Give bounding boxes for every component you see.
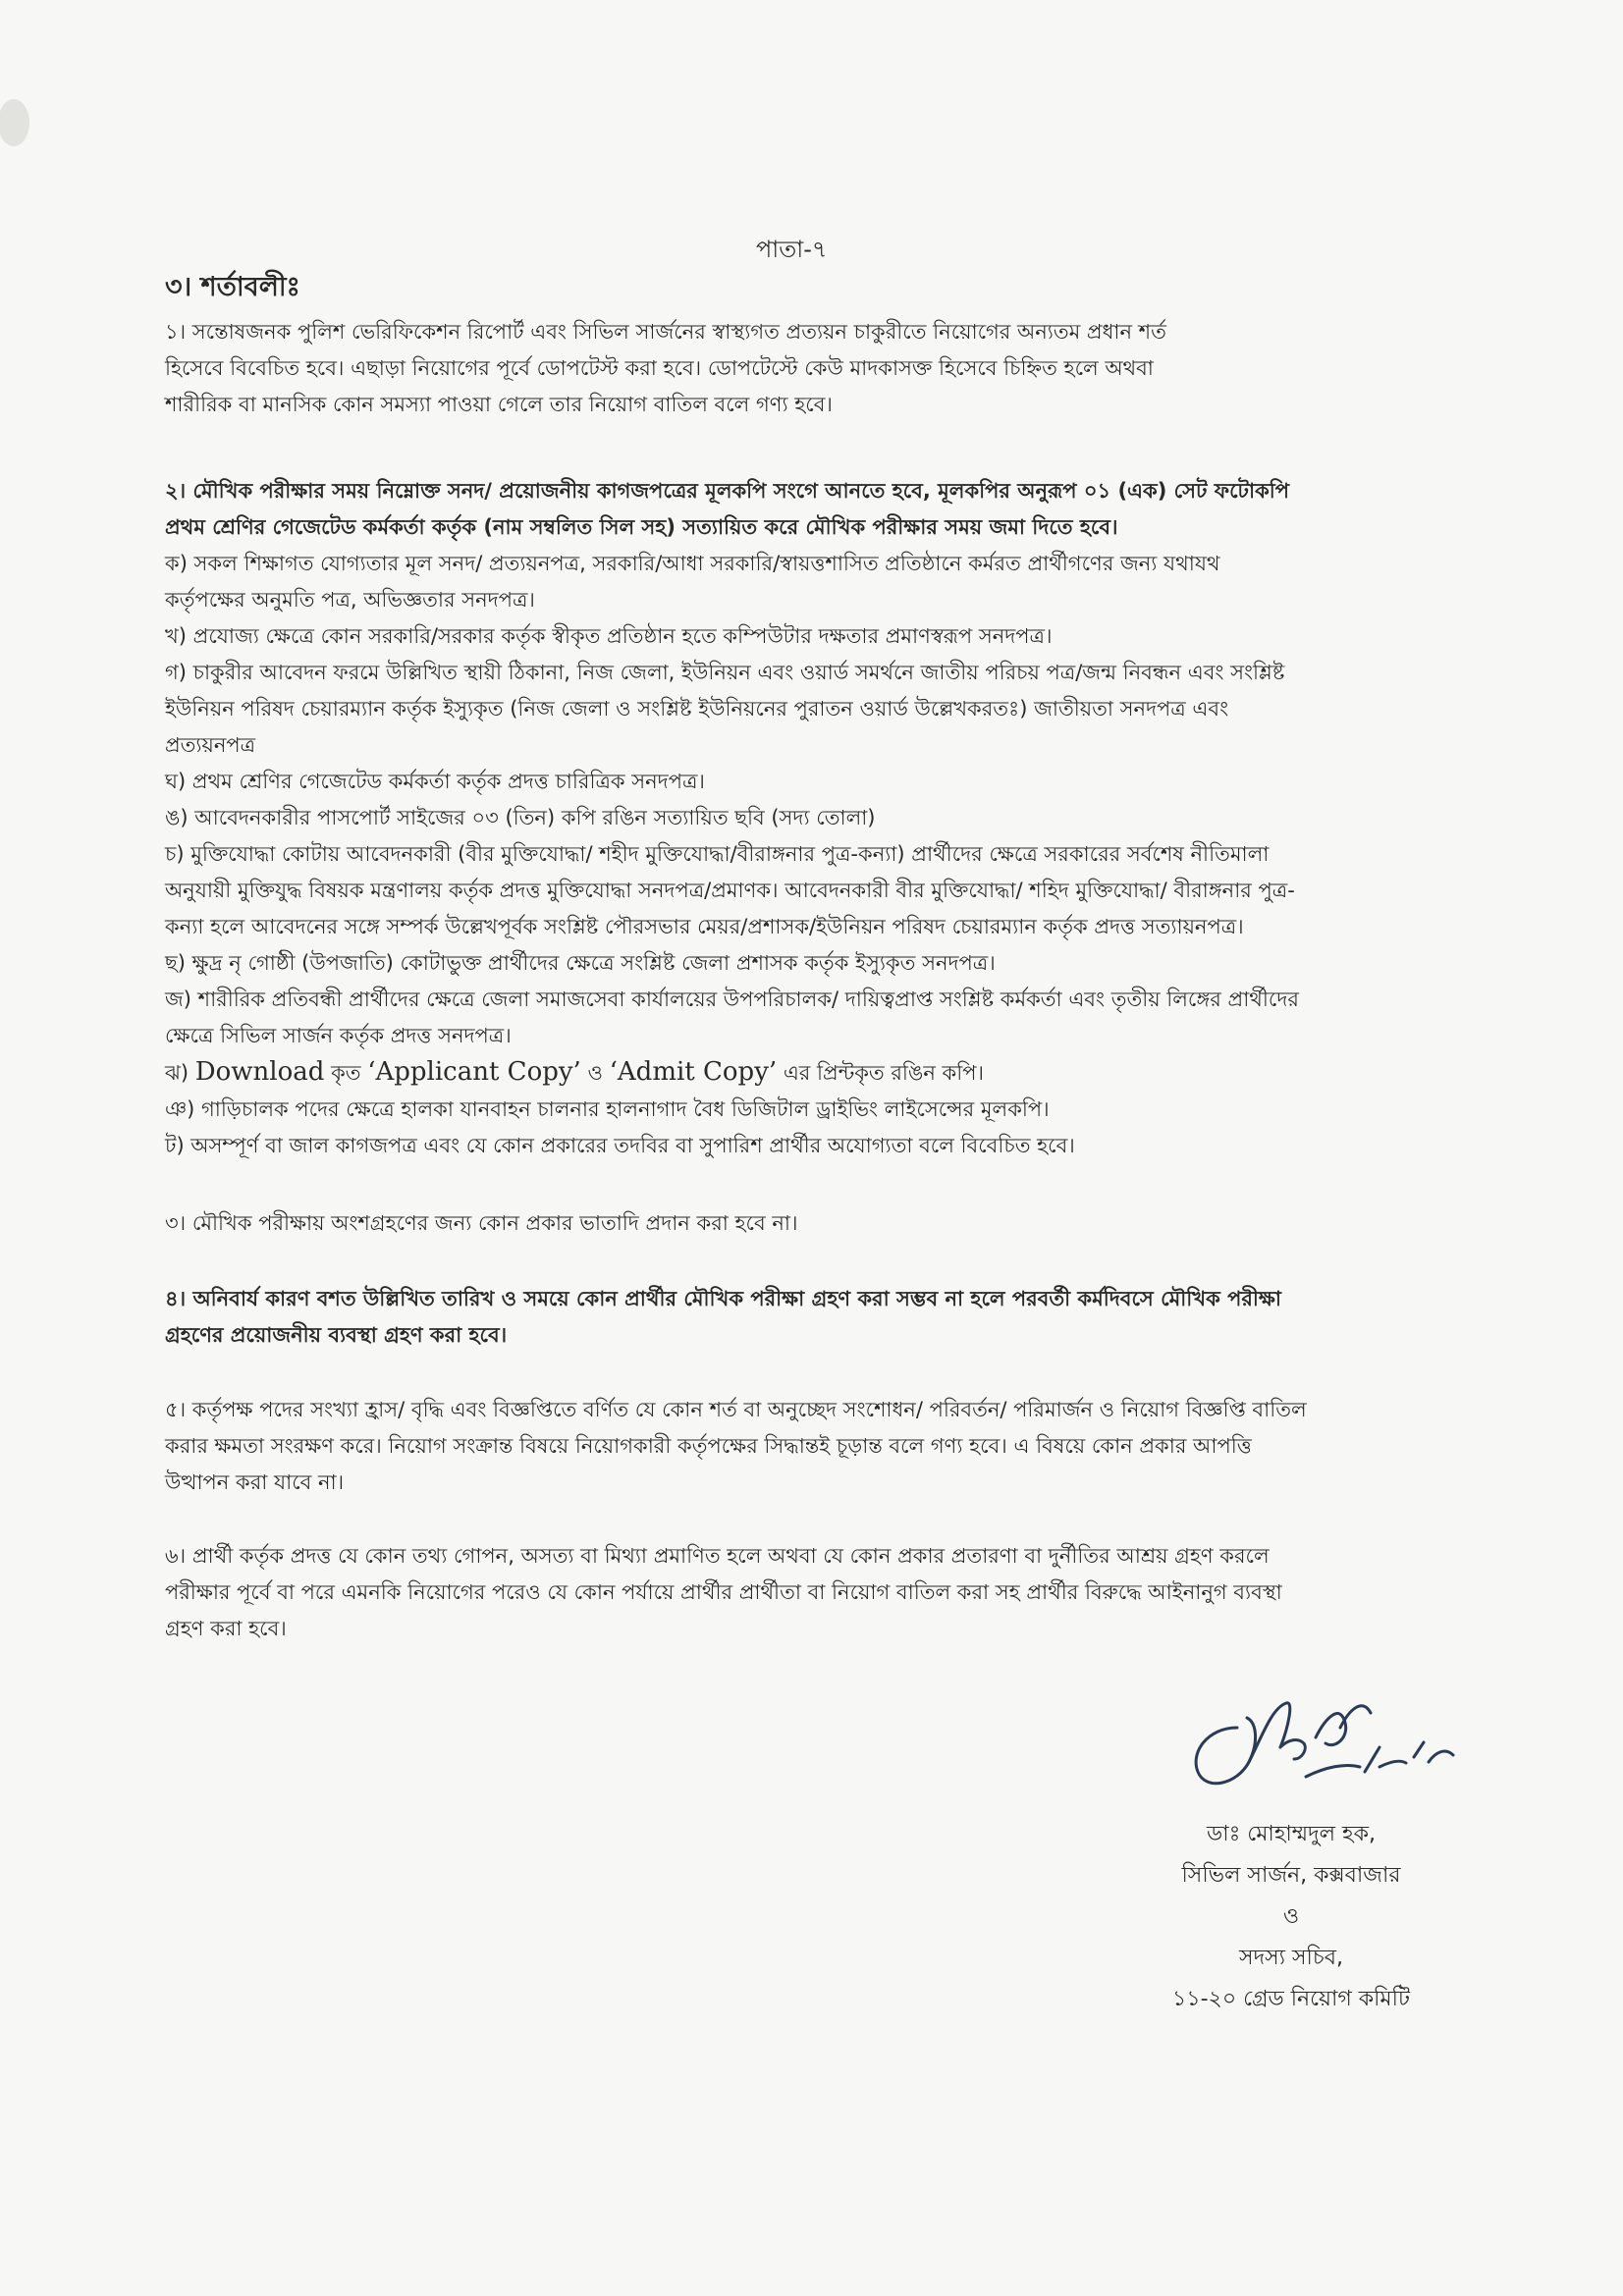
clause-1-line: ১। সন্তোষজনক পুলিশ ভেরিফিকেশন রিপোর্ট এবং সিভিল সার্জনের স্বাস্থ্যগত প্রত্যয়ন চাকুরীতে নিয়োগের অন্যতম প্রধান শর্ত [165,320,1166,344]
item-jha-suffix: এর প্রিন্টকৃত রঙিন কপি। [777,1061,984,1085]
item-jha-applicant-copy: ‘Applicant Copy’ [367,1057,581,1087]
clause-3 [165,1205,1441,1242]
clause-1-line: শারীরিক বা মানসিক কোন সমস্যা পাওয়া গেলে তার নিয়োগ বাতিল বলে গণ্য হবে। [165,393,833,416]
signatory-conjunction: ও [1282,1904,1300,1929]
item-jha-mid1: কৃত [324,1061,368,1085]
clause-2-item-line: কর্তৃপক্ষের অনুমতি পত্র, অভিজ্ঞতার সনদপত্র। [165,588,535,612]
clause-2-item-line: ঘ) প্রথম শ্রেণির গেজেটেড কর্মকর্তা কর্তৃক প্রদত্ত চারিত্রিক সনদপত্র। [165,770,705,793]
clause-2 [165,473,1441,1164]
signatory-committee: ১১-২০ গ্রেড নিয়োগ কমিটি [1172,1987,1410,2011]
clause-6 [165,1538,1441,1647]
paper-smudge [0,88,59,157]
clause-6-line: গ্রহণ করা হবে। [165,1617,287,1640]
clause-6-line: পরীক্ষার পূর্বে বা পরে এমনকি নিয়োগের পরেও যে কোন পর্যায়ে প্রার্থীর প্রার্থীতা বা নিয়োগ বাতিল করা সহ প্রার্থীর বিরুদ্ধে আইনানুগ ব্যবস্থা [165,1580,1282,1604]
clause-2-item-jha [165,1054,1441,1092]
signatory-role: সদস্য সচিব, [1239,1946,1343,1970]
clause-2-item-line: ঞ) গাড়িচালক পদের ক্ষেত্রে হালকা যানবাহন চালনার হালনাগাদ বৈধ ডিজিটাল ড্রাইভিং লাইসেন্সের মূলকপি। [165,1097,1050,1121]
clause-2-intro-line: ২। মৌখিক পরীক্ষার সময় নিম্নোক্ত সনদ/ প্রয়োজনীয় কাগজপত্রের মূলকপি সংগে আনতে হবে, মূলকপির অনুরূপ ০১ (এক) সেট ফটোকপি [165,479,1290,503]
clause-2-item-line: জ) শারীরিক প্রতিবন্ধী প্রার্থীদের ক্ষেত্রে জেলা সমাজসেবা কার্যালয়ের উপপরিচালক/ দায়িত্বপ্রাপ্ত সংশ্লিষ্ট কর্মকর্তা এবং তৃতীয় লিঙ্গের প্রার্থীদের [165,988,1299,1011]
item-jha-admit-copy: ‘Admit Copy’ [609,1057,778,1087]
clause-2-item-line: ঙ) আবেদনকারীর পাসপোর্ট সাইজের ০৩ (তিন) কপি রঙিন সত্যায়িত ছবি (সদ্য তোলা) [165,806,876,829]
clause-2-item-line: ট) অসম্পূর্ণ বা জাল কাগজপত্র এবং যে কোন প্রকারের তদবির বা সুপারিশ প্রার্থীর অযোগ্যতা বলে বিবেচিত হবে। [165,1134,1075,1157]
clause-2-item-line: ইউনিয়ন পরিষদ চেয়ারম্যান কর্তৃক ইস্যুকৃত (নিজ জেলা ও সংশ্লিষ্ট ইউনিয়নের পুরাতন ওয়ার্ড উল্লেখকরতঃ) জাতীয়তা সনদপত্র এবং [165,697,1229,721]
clause-4-line: গ্রহণের প্রয়োজনীয় ব্যবস্থা গ্রহণ করা হবে। [165,1323,508,1347]
item-jha-prefix: ঝ) [165,1061,195,1085]
clause-2-item-line: কন্যা হলে আবেদনের সঙ্গে সম্পর্ক উল্লেখপূর্বক সংশ্লিষ্ট পৌরসভার মেয়র/প্রশাসক/ইউনিয়ন পরিষদ চেয়ারম্যান কর্তৃক প্রদত্ত সত্যায়নপত্র। [165,915,1244,938]
clause-3-line: ৩। মৌখিক পরীক্ষায় অংশগ্রহণের জন্য কোন প্রকার ভাতাদি প্রদান করা হবে না। [165,1211,798,1235]
handwritten-signature [1178,1669,1473,1806]
clause-2-item-line: প্রত্যয়নপত্র [165,733,256,757]
clause-5-line: করার ক্ষমতা সংরক্ষণ করে। নিয়োগ সংক্রান্ত বিষয়ে নিয়োগকারী কর্তৃপক্ষের সিদ্ধান্তই চূড়ান্ত বলে গণ্য হবে। এ বিষয়ে কোন প্রকার আপত্তি [165,1434,1252,1458]
clause-2-item-line: ক) সকল শিক্ষাগত যোগ্যতার মূল সনদ/ প্রত্যয়নপত্র, সরকারি/আধা সরকারি/স্বায়ত্তশাসিত প্রতিষ্ঠানে কর্মরত প্রার্থীগণের জন্য যথাযথ [165,552,1220,575]
clause-5 [165,1392,1441,1501]
clause-2-item-line: অনুযায়ী মুক্তিযুদ্ধ বিষয়ক মন্ত্রণালয় কর্তৃক প্রদত্ত মুক্তিযোদ্ধা সনদপত্র/প্রমাণক। আবেদনকারী বীর মুক্তিযোদ্ধা/ শহিদ মুক্তিযোদ্ধা/ বীরাঙ্গনার পুত্র- [165,879,1295,902]
page-number: পাতা-৭ [756,236,828,263]
signatory-name: ডাঃ মোহাম্মদুল হক, [1207,1822,1376,1846]
clause-1-line: হিসেবে বিবেচিত হবে। এছাড়া নিয়োগের পূর্বে ডোপটেস্ট করা হবে। ডোপটেস্টে কেউ মাদকাসক্ত হিসেবে চিহ্নিত হলে অথবা [165,356,1154,380]
clause-2-item-line: ছ) ক্ষুদ্র নৃ গোষ্ঠী (উপজাতি) কোটাভুক্ত প্রার্থীদের ক্ষেত্রে সংশ্লিষ্ট জেলা প্রশাসক কর্তৃক ইস্যুকৃত সনদপত্র। [165,951,996,975]
clause-1 [165,314,1441,423]
clause-2-item-line: গ) চাকুরীর আবেদন ফরমে উল্লিখিত স্থায়ী ঠিকানা, নিজ জেলা, ইউনিয়ন এবং ওয়ার্ড সমর্থনে জাতীয় পরিচয় পত্র/জন্ম নিবন্ধন এবং সংশ্লিষ্ট [165,661,1285,684]
clause-5-line: উত্থাপন করা যাবে না। [165,1470,345,1494]
clause-2-item-line: খ) প্রযোজ্য ক্ষেত্রে কোন সরকারি/সরকার কর্তৃক স্বীকৃত প্রতিষ্ঠান হতে কম্পিউটার দক্ষতার প্রমাণস্বরূপ সনদপত্র। [165,624,1053,648]
clause-2-intro-line: প্রথম শ্রেণির গেজেটেড কর্মকর্তা কর্তৃক (নাম সম্বলিত সিল সহ) সত্যায়িত করে মৌখিক পরীক্ষার সময় জমা দিতে হবে। [165,515,1118,539]
signatory-block [1129,1814,1453,2020]
clause-5-line: ৫। কর্তৃপক্ষ পদের সংখ্যা হ্রাস/ বৃদ্ধি এবং বিজ্ঞপ্তিতে বর্ণিত যে কোন শর্ত বা অনুচ্ছেদ সংশোধন/ পরিবর্তন/ পরিমার্জন ও নিয়োগ বিজ্ঞপ্তি বাতিল [165,1398,1307,1421]
item-jha-mid2: ও [580,1061,610,1085]
clause-6-line: ৬। প্রার্থী কর্তৃক প্রদত্ত যে কোন তথ্য গোপন, অসত্য বা মিথ্যা প্রমাণিত হলে অথবা যে কোন প্রকার প্রতারণা বা দুর্নীতির আশ্রয় গ্রহণ করলে [165,1544,1270,1568]
signatory-title: সিভিল সার্জন, কক্সবাজার [1181,1863,1401,1888]
clause-4-line: ৪। অনিবার্য কারণ বশত উল্লিখিত তারিখ ও সময়ে কোন প্রার্থীর মৌখিক পরীক্ষা গ্রহণ করা সম্ভব না হলে পরবর্তী কর্মদিবসে মৌখিক পরীক্ষা [165,1287,1282,1310]
clause-2-item-line: চ) মুক্তিযোদ্ধা কোটায় আবেদনকারী (বীর মুক্তিযোদ্ধা/ শহীদ মুক্তিযোদ্ধা/বীরাঙ্গনার পুত্র-কন্যা) প্রার্থীদের ক্ষেত্রে সরকারের সর্বশেষ নীতিমালা [165,842,1270,866]
clause-2-item-line: ক্ষেত্রে সিভিল সার্জন কর্তৃক প্রদত্ত সনদপত্র। [165,1024,512,1047]
section-heading: ৩। শর্তাবলীঃ [165,272,300,302]
item-jha-download: Download [194,1057,325,1087]
clause-4 [165,1281,1441,1354]
